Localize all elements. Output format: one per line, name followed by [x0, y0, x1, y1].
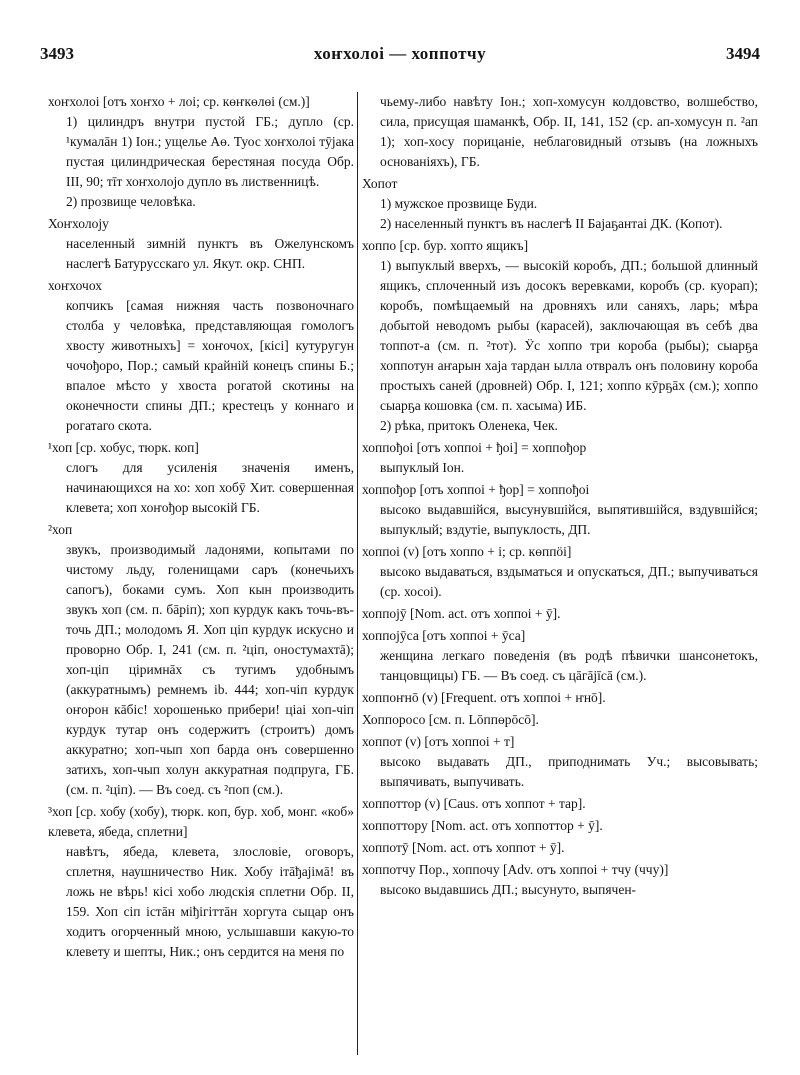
- column-divider: [357, 92, 358, 1055]
- dictionary-entry: [362, 710, 758, 730]
- entry-headword: хоппојӯса [отъ хоппоі + ӯса]: [362, 628, 526, 643]
- dictionary-entry: [48, 92, 354, 212]
- dictionary-entry: [362, 688, 758, 708]
- running-title: хоҥхолоі — хоппотчу: [313, 44, 487, 63]
- dictionary-entry: [48, 520, 354, 800]
- entry-headword: хоппоттору [Nom. act. отъ хоппоттор + ӯ].: [362, 818, 603, 833]
- entry-definition: высоко выдаваться, вздыматься и опускаться, ДП.; выпучиваться (ср. хосоі).: [380, 564, 758, 599]
- dictionary-entry: [362, 816, 758, 836]
- entry-headword: Хоппоросо [см. п. Lōппөрōсō].: [362, 712, 539, 727]
- entry-headword: хоҥхолоі [отъ хоҥхо + лоі; ср. көҥкөлөі (см.)]: [48, 94, 310, 109]
- dictionary-entry: [48, 276, 354, 436]
- entry-headword: хоҥхочох: [48, 278, 102, 293]
- dictionary-entry: [362, 174, 758, 234]
- entry-headword: хоппоҥнō (v) [Frequent. отъ хоппоі + ҥнō].: [362, 690, 606, 705]
- entry-definition: 1) мужское прозвище Буди.: [380, 196, 538, 211]
- dictionary-entry: [362, 542, 758, 602]
- entry-definition: копчикъ [самая нижняя часть позвоночнаго столба у человѣка, представляющая гомологъ хвосту животныхъ] = хоҥочох, [кісі] кутуругун чочођоро, Пор.; самый крайній конецъ спины Б.; впалое мѣсто у хвоста рогатой скотины на оконечности спины ДП.; крестецъ у коннаго и рогатаго скота.: [66, 298, 354, 433]
- entry-headword: хоппо [ср. бур. хопто ящикъ]: [362, 238, 529, 253]
- dictionary-entry: [362, 838, 758, 858]
- left-page-number: 3493: [40, 44, 74, 63]
- entry-headword: Хопот: [362, 176, 398, 191]
- dictionary-entry: [362, 92, 758, 172]
- running-header: [40, 44, 760, 72]
- entry-definition: слогъ для усиленія значенія именъ, начинающихся на хо: хоп хобӯ Хит. совершенная клевета; хоп хоҥођор высокій ГБ.: [66, 460, 354, 515]
- dictionary-entry: [362, 860, 758, 900]
- entry-definition: высоко выдавать ДП., приподнимать Уч.; высовывать; выпячивать, выпучивать.: [380, 754, 758, 789]
- entry-headword: хоппоі (v) [отъ хоппо + і; ср. көппöі]: [362, 544, 572, 559]
- dictionary-entry: [48, 438, 354, 518]
- left-column: [48, 92, 354, 1057]
- entry-definition: 2) населенный пунктъ въ наслегѣ II Бајаҕантаі ДК. (Копот).: [380, 216, 723, 231]
- entry-headword: хоппоттор (v) [Caus. отъ хоппот + тар].: [362, 796, 586, 811]
- entry-definition: высоко выдавшись ДП.; высунуто, выпячен-: [380, 882, 637, 897]
- entry-definition: 1) цилиндръ внутри пустой ГБ.; дупло (ср. ¹кумалāн 1) Іон.; ущелье Аө. Туос хоҥхолоі тӯјака пустая цилиндрическая берестяная посуда Обр. III, 90; тīт хоҥхолојо дупло въ лиственницѣ.: [66, 114, 354, 189]
- entry-headword: ³хоп [ср. хобу (хобу), тюрк. коп, бур. хоб, монг. «коб» клевета, ябеда, сплетни]: [48, 804, 354, 839]
- entry-headword: ²хоп: [48, 522, 73, 537]
- entry-headword: Хоҥхолоју: [48, 216, 109, 231]
- entry-definition: 2) прозвище человѣка.: [66, 194, 196, 209]
- entry-definition: 2) рѣка, притокъ Оленека, Чек.: [380, 418, 558, 433]
- dictionary-entry: [48, 214, 354, 274]
- entry-definition: навѣтъ, ябеда, клевета, злословіе, оговоръ, сплетня, наушничество Ник. Хобу ітāђајімā! въ ложь не вѣрь! кісі хобо людскія сплетни Обр. II, 159. Хоп сіп істāн міђігіттāн хоргута сыцар онъ ходитъ огорченный мною, услышавши какую-то клевету и шепты, Ник.; онъ сердится на меня по: [66, 844, 354, 959]
- dictionary-entry: [362, 794, 758, 814]
- entry-definition: чьему-либо навѣту Іон.; хоп-хомусун колдовство, волшебство, сила, присущая шаманкѣ, Обр. II, 141, 152 (ср. ап-хомусун п. ²ап 1); хоп-хосу порицаніе, неблаговидный отзывъ (на ложныхъ основаніяхъ), ГБ.: [380, 94, 758, 169]
- dictionary-entry: [362, 438, 758, 478]
- entry-headword: хоппођор [отъ хоппоі + ђор] = хоппођоі: [362, 482, 590, 497]
- entry-headword: хоппот (v) [отъ хоппоі + т]: [362, 734, 515, 749]
- dictionary-entry: [362, 480, 758, 540]
- entry-headword: хоппотӯ [Nom. act. отъ хоппот + ӯ].: [362, 840, 565, 855]
- entry-definition: высоко выдавшійся, высунувшійся, выпятившійся, вздувшійся; выпуклый; вздутіе, выпуклость, ДП.: [380, 502, 758, 537]
- entry-headword: хоппојӯ [Nom. act. отъ хоппоі + ӯ].: [362, 606, 561, 621]
- entry-headword: хоппођоі [отъ хоппоі + ђоі] = хоппођор: [362, 440, 587, 455]
- entry-definition: населенный зимній пунктъ въ Ожелунскомъ наслегѣ Батурусскаго ул. Якут. окр. СНП.: [66, 236, 354, 271]
- entry-definition: выпуклый Іон.: [380, 460, 465, 475]
- right-column: [362, 92, 758, 1057]
- dictionary-entry: [362, 604, 758, 624]
- entry-definition: женщина легкаго поведенія (въ родѣ пѣвички шансонетокъ, танцовщицы) ГБ. — Въ соед. съ цāгāјīсā (см.).: [380, 648, 758, 683]
- entry-definition: 1) выпуклый вверхъ, — высокій коробъ, ДП.; большой длинный ящикъ, сплоченный изъ досокъ веревками, коробъ (ср. куорап); коробъ, помѣщаемый на дровняхъ или саняхъ, ларь; мѣра добытой неводомъ рыбы (карасей), заключающая въ себѣ два топпот-а (см. п. ²тот). Ӱс хоппо три короба (рыбы); сыарҕа хоппотун аҥарын хаја тардан ылла отвралъ онъ половину короба простыхъ саней (дровней) Обр. I, 121; хоппо кӯрҕāх (см.); хоппо сыарҕа кошовка (см. п. хасыма) ИБ.: [380, 258, 758, 413]
- dictionary-entry: [362, 732, 758, 792]
- entry-headword: хоппотчу Пор., хоппочу [Adv. отъ хоппоі + тчу (ччу)]: [362, 862, 669, 877]
- entry-headword: ¹хоп [ср. хобус, тюрк. коп]: [48, 440, 199, 455]
- entry-definition: звукъ, производимый ладонями, копытами по чистому льду, голенищами саръ (конечьихъ сапогъ), боками сумъ. Хоп кын производить звукъ хоп (см. п. бāріп); хоп курдук какъ точь-въ-точь ДП.; молодомъ Я. Хоп ціп курдук искусно и проворно Обр. I, 241 (см. п. ²ціп, оностумахтā); хоп-ціп ціримнāх съ тугимъ удобнымъ (аккуратнымъ) ремнемъ ib. 444; хоп-чіп курдук оҥорон кāбіс! хорошенько прибери! ціаі хоп-чіп курдук тутар онъ содержитъ (строитъ) домъ аккуратно; хоп-чып хоп барда онъ совершенно затихъ, хоп-чып холун аккуратная подпруга, ГБ. (см. п. ²ціп). — Въ соед. съ ²поп (см.).: [66, 542, 354, 797]
- dictionary-entry: [362, 236, 758, 436]
- right-page-number: 3494: [726, 44, 760, 63]
- dictionary-entry: [48, 802, 354, 962]
- dictionary-entry: [362, 626, 758, 686]
